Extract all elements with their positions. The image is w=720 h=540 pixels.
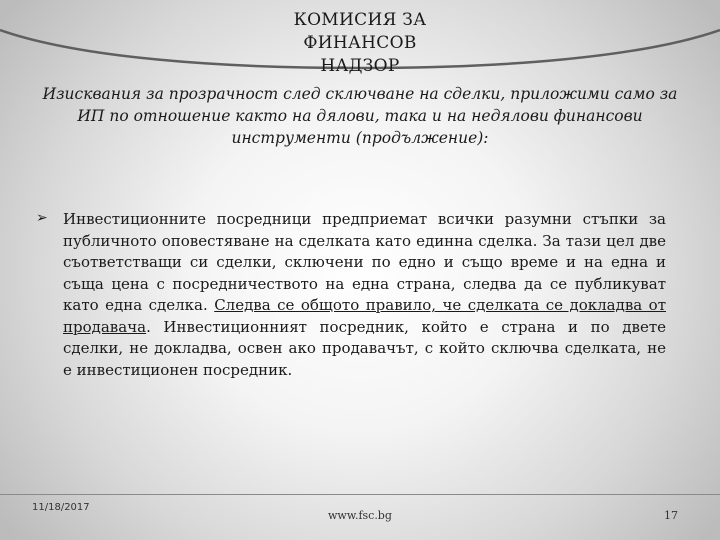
footer-divider <box>0 494 720 495</box>
bullet-text-part-1: Инвестиционните посредници предприемат всички разумни стъпки за публичното оповестяване на сделката като единна сделка. За тази цел две съответстващи си сделки, сключени по едно и също време и на една и съща цена с посредничеството на една страна, следва да се публикуват като една сделка. <box>63 210 666 314</box>
page-title <box>260 9 460 78</box>
footer-date: 11/18/2017 <box>32 502 90 513</box>
title-line-1: КОМИСИЯ ЗА <box>293 10 427 30</box>
bullet-text-underlined: Следва се общото правило, че сделката се докладва от продавача <box>63 296 666 336</box>
slide-subtitle: Изисквания за прозрачност след сключване на сделки, приложими само за ИП по отношение както на дялови, така и на недялови финансови инструменти (продължение): <box>42 85 678 147</box>
page-number: 17 <box>664 509 678 522</box>
bullet-text-part-2: . Инвестиционният посредник, който е страна и по двете сделки, не докладва, освен ако продавачът, с който сключва сделката, не е инвестиционен посредник. <box>63 317 666 379</box>
title-line-2: ФИНАНСОВ <box>303 33 417 53</box>
bullet-item <box>36 209 666 381</box>
title-line-3: НАДЗОР <box>320 56 400 76</box>
bullet-paragraph <box>63 209 666 381</box>
footer-url: www.fsc.bg <box>328 509 392 522</box>
arrow-bullet-icon: ➢ <box>36 210 48 226</box>
